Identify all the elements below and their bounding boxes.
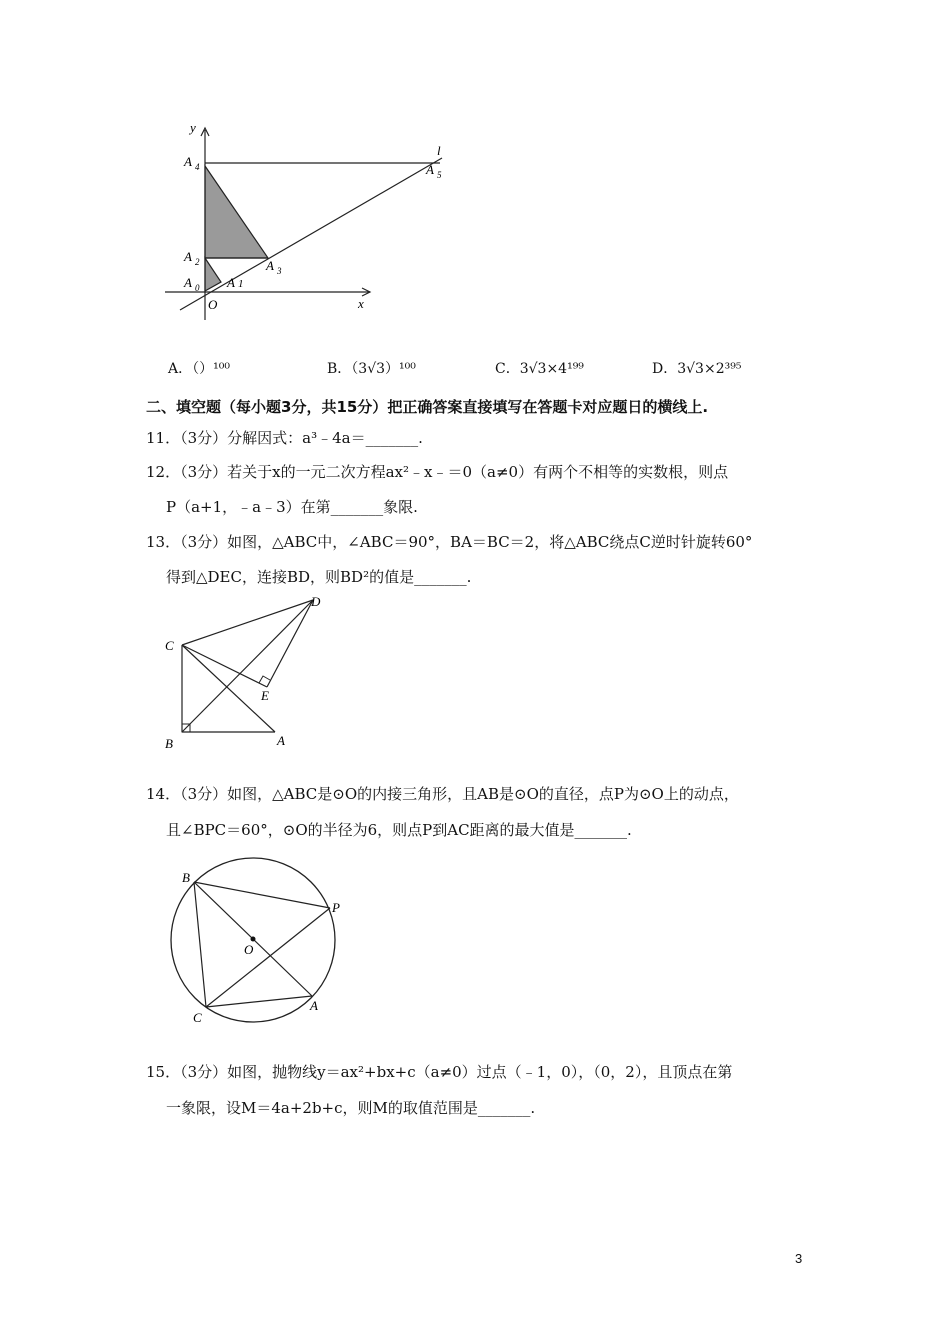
figure-rotated-triangle — [155, 590, 345, 755]
svg-text:3: 3 — [277, 266, 282, 276]
x-axis-label: x — [358, 296, 364, 311]
section-heading: 二、填空题（每小题3分，共15分）把正确答案直接填写在答题卡对应题日的横线上. — [146, 398, 709, 416]
label-a4: A — [184, 154, 192, 169]
label-d: D — [311, 594, 321, 609]
svg-text:5: 5 — [437, 170, 442, 180]
label-a3: A — [266, 258, 274, 273]
figure-circle-inscribed — [160, 850, 360, 1030]
option-c: C．3√3×4¹⁹⁹ — [495, 361, 584, 377]
svg-text:0: 0 — [195, 283, 200, 293]
question-11: 11．（3分）分解因式：a³﹣4a＝_______. — [146, 429, 423, 447]
label-b: B — [182, 870, 190, 885]
label-a0: A — [184, 275, 192, 290]
question-13-line1: 13．（3分）如图，△ABC中，∠ABC＝90°，BA＝BC＝2，将△ABC绕点C逆时针旋转60° — [146, 533, 753, 551]
svg-text:1: 1 — [238, 278, 244, 290]
option-a: A．（）¹⁰⁰ — [168, 361, 230, 377]
svg-text:2: 2 — [195, 257, 200, 267]
question-14-line2: 且∠BPC＝60°，⊙O的半径为6，则点P到AC距离的最大值是_______. — [166, 821, 632, 839]
option-b: B．（3√3）¹⁰⁰ — [327, 361, 416, 377]
question-12-line1: 12．（3分）若关于x的一元二次方程ax²﹣x﹣＝0（a≠0）有两个不相等的实数根，则点 — [146, 463, 729, 481]
figure-coordinate-triangles — [150, 110, 470, 325]
label-a: A — [310, 998, 318, 1013]
label-e: E — [261, 688, 269, 703]
svg-text:4: 4 — [195, 162, 200, 172]
label-o: O — [244, 942, 254, 957]
y-axis-label: y — [190, 120, 196, 135]
label-c: C — [165, 638, 174, 653]
line-l-label: l — [437, 143, 441, 158]
label-a1: A — [227, 275, 235, 290]
label-c: C — [193, 1010, 202, 1025]
question-13-line2: 得到△DEC，连接BD，则BD²的值是_______. — [166, 568, 472, 586]
shaded-triangle-small — [205, 258, 221, 291]
question-15-line1: 15．（3分）如图，抛物线y＝ax²+bx+c（a≠0）过点（﹣1，0），（0，2），且顶点在第 — [146, 1063, 733, 1081]
question-14-line1: 14．（3分）如图，△ABC是⊙O的内接三角形，且AB是⊙O的直径，点P为⊙O上的动点， — [146, 785, 739, 803]
origin-label: O — [208, 297, 218, 312]
shaded-triangle-large — [205, 166, 268, 258]
label-b: B — [165, 736, 173, 751]
page-number: 3 — [795, 1251, 803, 1266]
label-a: A — [277, 733, 285, 748]
label-a5: A — [426, 162, 434, 177]
center-point — [251, 937, 256, 942]
label-p: P — [332, 900, 340, 915]
question-12-line2: P（a+1，﹣a﹣3）在第_______象限. — [166, 498, 418, 516]
option-d: D．3√3×2³⁹⁵ — [652, 361, 742, 377]
label-a2: A — [184, 249, 192, 264]
question-15-line2: 一象限，设M＝4a+2b+c，则M的取值范围是_______. — [166, 1099, 536, 1117]
